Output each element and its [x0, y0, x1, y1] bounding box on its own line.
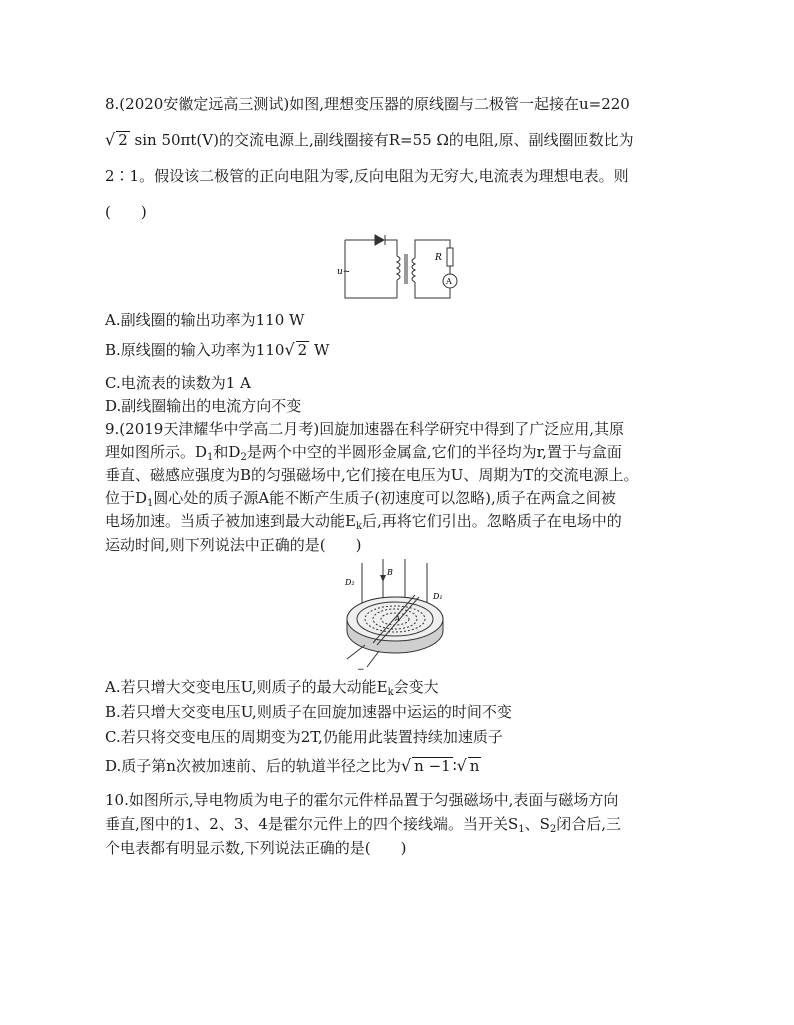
ammeter-label: A — [446, 277, 452, 286]
q10-line-3: 个电表都有明显示数,下列说法正确的是( ) — [105, 839, 407, 857]
q9-line-2: 理如图所示。$D_1$和$D_2$是两个中空的半圆形金属盒,它们的半径均为r,置于与盒面 — [105, 443, 622, 463]
q8-line-1: 8.(2020安徽定远高三测试)如图,理想变压器的原线圈与二极管一起接在u=220 — [105, 95, 630, 113]
q9-line-4: 位于$D_1$圆心处的质子源A能不断产生质子(初速度可以忽略),质子在两盒之间被 — [105, 489, 616, 509]
q9-line-1: 9.(2019天津耀华中学高二月考)回旋加速器在科学研究中得到了广泛应用,其原 — [105, 420, 624, 438]
q9-option-b: B.若只增大交变电压U,则质子在回旋加速器中运运的时间不变 — [105, 703, 512, 721]
transformer-circuit-figure — [335, 230, 465, 305]
source-a-label: A — [395, 615, 401, 623]
q10-line-2: 垂直,图中的1、2、3、4是霍尔元件上的四个接线端。当开关$S_1$、$S_2$闭合后,三 — [105, 815, 622, 835]
q9-option-c: C.若只将交变电压的周期变为2T,仍能用此装置持续加速质子 — [105, 728, 503, 746]
d1-label: D₁ — [433, 592, 443, 601]
u-label: u~ — [337, 267, 351, 277]
q9-line-5: 电场加速。当质子被加速到最大动能$E_k$后,再将它们引出。忽略质子在电场中的 — [105, 512, 622, 532]
q8-option-a: A.副线圈的输出功率为110 W — [105, 311, 305, 329]
r-label: R — [435, 253, 442, 263]
cyclotron-figure — [335, 555, 460, 673]
q8-line-2: √ 2 sin 50πt(V)的交流电源上,副线圈接有R=55 Ω的电阻,原、副线圈匝数比为 — [105, 130, 634, 149]
q8-option-c: C.电流表的读数为1 A — [105, 374, 251, 392]
q9-option-a: A.若只增大交变电压U,则质子的最大动能$E_k$会变大 — [105, 678, 439, 698]
q10-line-1: 10.如图所示,导电物质为电子的霍尔元件样品置于匀强磁场中,表面与磁场方向 — [105, 791, 619, 809]
b-field-label: B — [387, 568, 393, 577]
q8-answer-paren: ( ) — [105, 203, 147, 221]
q9-line-3: 垂直、磁感应强度为B的匀强磁场中,它们接在电压为U、周期为T的交流电源上。 — [105, 466, 639, 484]
d2-label: D₂ — [345, 578, 355, 587]
q8-option-d: D.副线圈输出的电流方向不变 — [105, 397, 302, 415]
q9-option-d: D.质子第n次被加速前、后的轨道半径之比为√ n −1 ∶√ n — [105, 756, 480, 775]
q8-line-3: 2∶1。假设该二极管的正向电阻为零,反向电阻为无穷大,电流表为理想电表。则 — [105, 167, 629, 185]
minus-terminal-label: − — [357, 665, 365, 673]
q8-option-b: B.原线圈的输入功率为110√ 2 W — [105, 340, 330, 359]
q9-line-6: 运动时间,则下列说法中正确的是( ) — [105, 536, 362, 554]
